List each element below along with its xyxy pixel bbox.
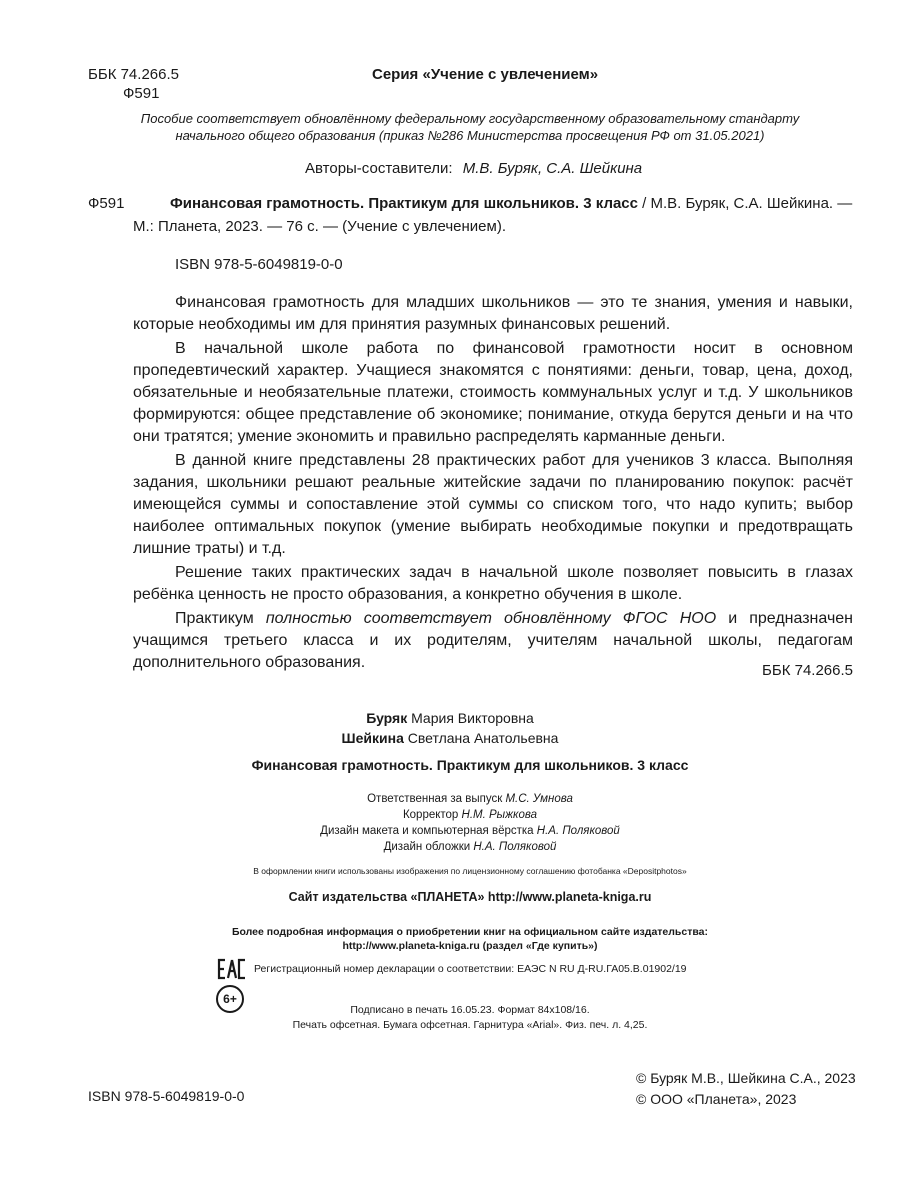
bbk-right: ББК 74.266.5 (762, 662, 853, 679)
author-name: Мария Викторовна (407, 710, 534, 726)
credit-name: М.С. Умнова (505, 793, 573, 805)
catalog-entry (170, 195, 860, 212)
credit-line (0, 823, 900, 839)
abstract-paragraph: Финансовая грамотность для младших школьников — это те знания, умения и навыки, которые необходимы им для принятия разумных финансовых решений. (133, 294, 853, 333)
imprint-author (0, 728, 900, 748)
catalog-publisher: М.: Планета, 2023. — 76 с. — (Учение с увлечением). (133, 218, 506, 235)
purchase-info-line1: Более подробная информация о приобретении книг на официальном сайте издательства: (231, 926, 709, 938)
udc-code: Ф591 (123, 85, 160, 102)
authors-names: М.В. Буряк, С.А. Шейкина (462, 160, 643, 177)
catalog-title: Финансовая грамотность. Практикум для школьников. 3 класс (170, 195, 638, 212)
imprint-title: Финансовая грамотность. Практикум для школьников. 3 класс (251, 757, 689, 773)
copyright-publisher: © ООО «Планета», 2023 (636, 1091, 797, 1107)
authors-label: Авторы-составители: (305, 160, 453, 177)
abstract (133, 292, 853, 674)
credits (0, 791, 900, 855)
purchase-info (0, 925, 900, 953)
image-license-note: В оформлении книги использованы изображения по лицензионному соглашению фотобанка «Depositphotos» (253, 866, 687, 876)
credit-role: Дизайн обложки (383, 841, 474, 853)
abstract-p5-start: Практикум (175, 610, 266, 627)
registration-number: Регистрационный номер декларации о соответствии: ЕАЭС N RU Д-RU.ГА05.В.01902/19 (254, 963, 687, 975)
author-name: Светлана Анатольевна (403, 730, 559, 746)
standard-note (100, 110, 840, 144)
eac-certification-icon (217, 958, 247, 980)
credit-line (0, 807, 900, 823)
catalog-isbn: ISBN 978-5-6049819-0-0 (175, 256, 343, 273)
print-details-line2: Печать офсетная. Бумага офсетная. Гарнитура «Arial». Физ. печ. л. 4,25. (292, 1019, 648, 1031)
authors-line (305, 160, 642, 177)
credit-name: Н.А. Поляковой (473, 841, 557, 853)
abstract-p5-italic: полностью соответствует обновлённому ФГОС НОО (265, 610, 717, 627)
abstract-paragraph: В данной книге представлены 28 практических работ для учеников 3 класса. Выполняя задания, школьники решают реальные житейские задачи по планированию покупок: расчёт имеющейся суммы и сопоставление этой суммы со списком того, что надо купить; выбор наиболее оптимальных покупок (умение выбирать необходимые покупки и предотвращать лишние траты) и т.д. (133, 452, 853, 557)
abstract-paragraph: Решение таких практических задач в начальной школе позволяет повысить в глазах ребёнка ценность не просто образования, а конкретно обучения в школе. (133, 564, 853, 603)
standard-note-line2: начального общего образования (приказ №286 Министерства просвещения РФ от 31.05.2021) (175, 128, 765, 143)
eac-label: ЕАС (217, 958, 220, 959)
author-surname: Буряк (366, 710, 408, 726)
print-details-line1: Подписано в печать 16.05.23. Формат 84x108/16. (350, 1004, 590, 1016)
publisher-site: Сайт издательства «ПЛАНЕТА» http://www.planeta-kniga.ru (288, 890, 652, 904)
credit-line (0, 839, 900, 855)
credit-line (0, 791, 900, 807)
credit-role: Корректор (402, 809, 462, 821)
imprint-authors (0, 708, 900, 748)
copyright (636, 1068, 856, 1110)
abstract-p5-end: и предназначен учащимся третьего класса и их родителям, учителям начальной школы, педагогам дополнительного образования. (133, 610, 854, 671)
standard-note-line1: Пособие соответствует обновлённому федеральному государственному образовательному стандарту (140, 111, 800, 126)
imprint-author (0, 708, 900, 728)
purchase-info-line2: http://www.planeta-kniga.ru (раздел «Где купить») (342, 940, 598, 952)
abstract-paragraph: В начальной школе работа по финансовой грамотности носит в основном пропедевтический характер. Учащиеся знакомятся с понятиями: деньги, товар, цена, доход, обязательные и необязательные платежи, стоимость коммунальных услуг и т.д. У школьников формируются: общее представление об экономике; понимание, откуда берутся деньги и на что они тратятся; умение экономить и правильно распределять карманные деньги. (133, 340, 853, 445)
series-title: Серия «Учение с увлечением» (372, 66, 599, 83)
credit-role: Ответственная за выпуск (367, 793, 506, 805)
footer-isbn: ISBN 978-5-6049819-0-0 (88, 1088, 245, 1104)
catalog-code: Ф591 (88, 195, 125, 212)
author-surname: Шейкина (341, 730, 404, 746)
bbk-code: ББК 74.266.5 (88, 66, 179, 83)
age-rating: 6+ (223, 992, 237, 1006)
credit-role: Дизайн макета и компьютерная вёрстка (320, 825, 537, 837)
catalog-authors: / М.В. Буряк, С.А. Шейкина. — (638, 195, 853, 212)
copyright-authors: © Буряк М.В., Шейкина С.А., 2023 (636, 1070, 856, 1086)
abstract-paragraph (133, 608, 853, 674)
credit-name: Н.А. Поляковой (536, 825, 620, 837)
credit-name: Н.М. Рыжкова (461, 809, 538, 821)
print-details (0, 1003, 900, 1033)
